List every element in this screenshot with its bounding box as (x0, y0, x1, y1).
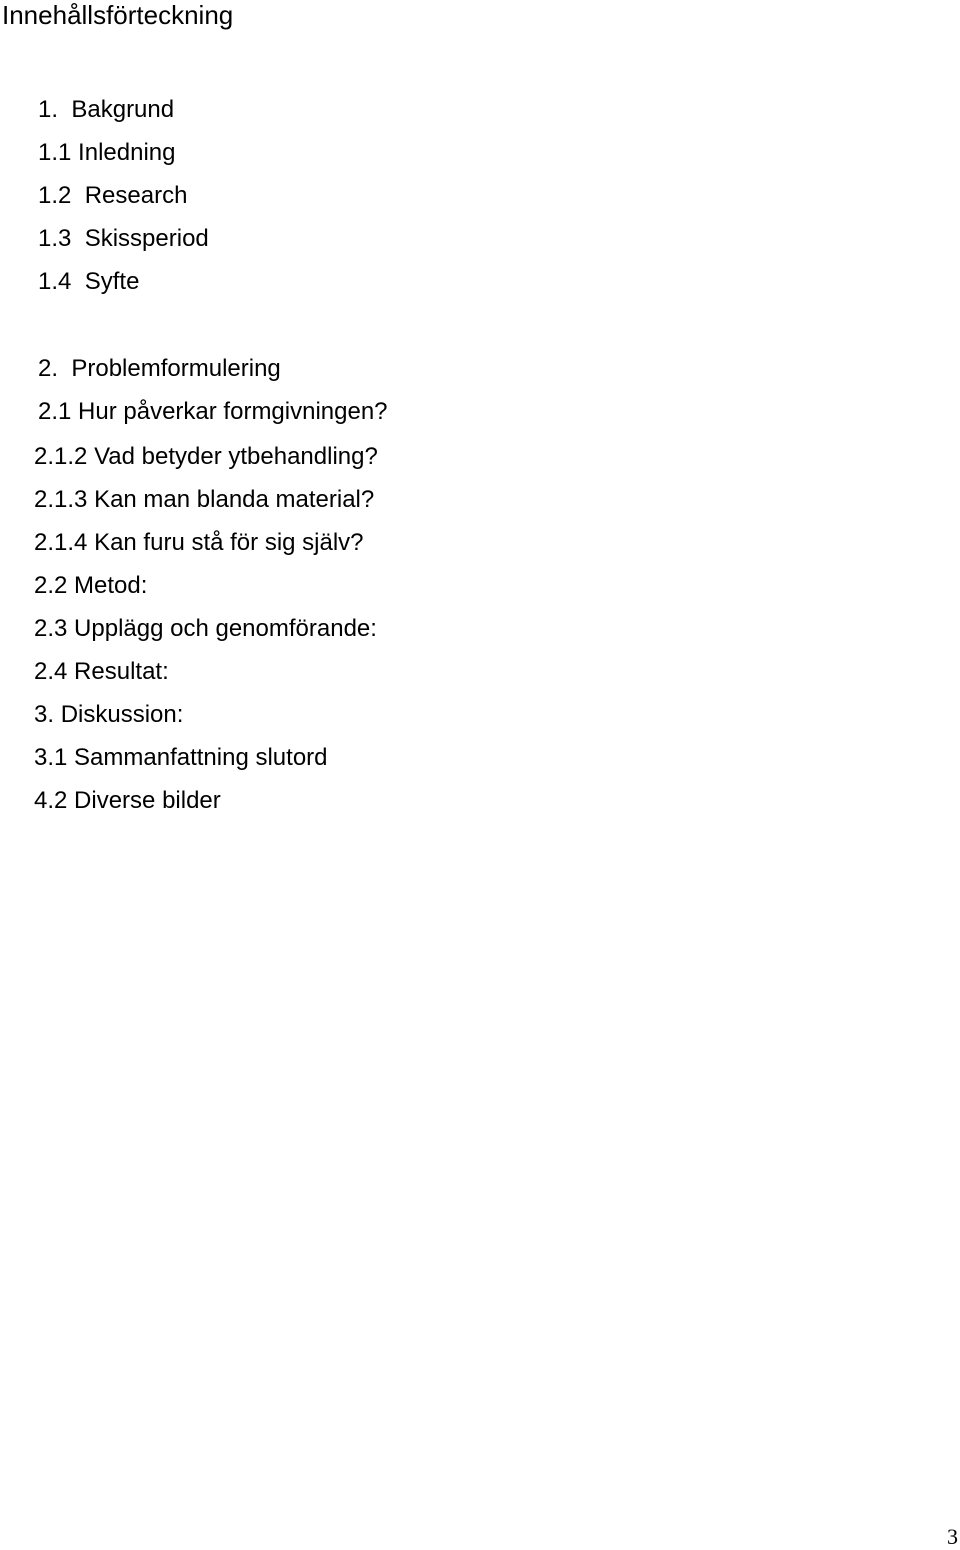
toc-number: 2.2 (34, 572, 68, 599)
toc-text: Sammanfattning slutord (74, 744, 328, 771)
toc-text: Kan furu stå för sig själv? (94, 529, 364, 556)
toc-entry (34, 744, 328, 772)
toc-entry (34, 615, 377, 643)
toc-entry (38, 96, 174, 124)
toc-number: 2.3 (34, 615, 68, 642)
toc-number: 2.1 (38, 398, 72, 425)
toc-number: 1.3 (38, 225, 72, 252)
toc-text: Inledning (78, 139, 176, 166)
toc-entry (34, 658, 169, 686)
toc-number: 1. (38, 96, 59, 123)
toc-text: Upplägg och genomförande: (74, 615, 377, 642)
toc-entry (38, 225, 209, 253)
toc-entry (38, 182, 187, 210)
toc-text: Hur påverkar formgivningen? (78, 398, 388, 425)
toc-entry (38, 139, 175, 167)
toc-text: Bakgrund (71, 96, 175, 123)
toc-number: 3.1 (34, 744, 68, 771)
page-title: Innehållsförteckning (2, 0, 234, 30)
toc-number: 1.2 (38, 182, 72, 209)
toc-number: 3. (34, 701, 55, 728)
toc-number: 2. (38, 355, 59, 382)
toc-number: 2.4 (34, 658, 68, 685)
toc-entry (38, 355, 281, 383)
toc-text: Problemformulering (71, 355, 281, 382)
toc-text: Skissperiod (84, 225, 209, 252)
toc-text: Diskussion: (60, 701, 184, 728)
toc-text: Metod: (74, 572, 148, 599)
toc-entry (34, 529, 364, 557)
toc-entry (34, 787, 221, 815)
toc-number: 2.1.4 (34, 529, 88, 556)
toc-text: Research (84, 182, 188, 209)
toc-entry (38, 398, 388, 426)
toc-entry (34, 572, 147, 600)
toc-number: 1.1 (38, 139, 72, 166)
toc-entry (34, 486, 374, 514)
toc-text: Syfte (84, 268, 140, 295)
toc-number: 4.2 (34, 787, 68, 814)
toc-text: Kan man blanda material? (94, 486, 375, 513)
toc-number: 2.1.3 (34, 486, 88, 513)
toc-entry (34, 443, 378, 471)
toc-entry (34, 701, 183, 729)
toc-number: 1.4 (38, 268, 72, 295)
toc-number: 2.1.2 (34, 443, 88, 470)
page-number: 3 (947, 1524, 958, 1549)
toc-entry (38, 268, 139, 296)
toc-text: Vad betyder ytbehandling? (94, 443, 378, 470)
toc-text: Diverse bilder (74, 787, 221, 814)
toc-text: Resultat: (74, 658, 169, 685)
